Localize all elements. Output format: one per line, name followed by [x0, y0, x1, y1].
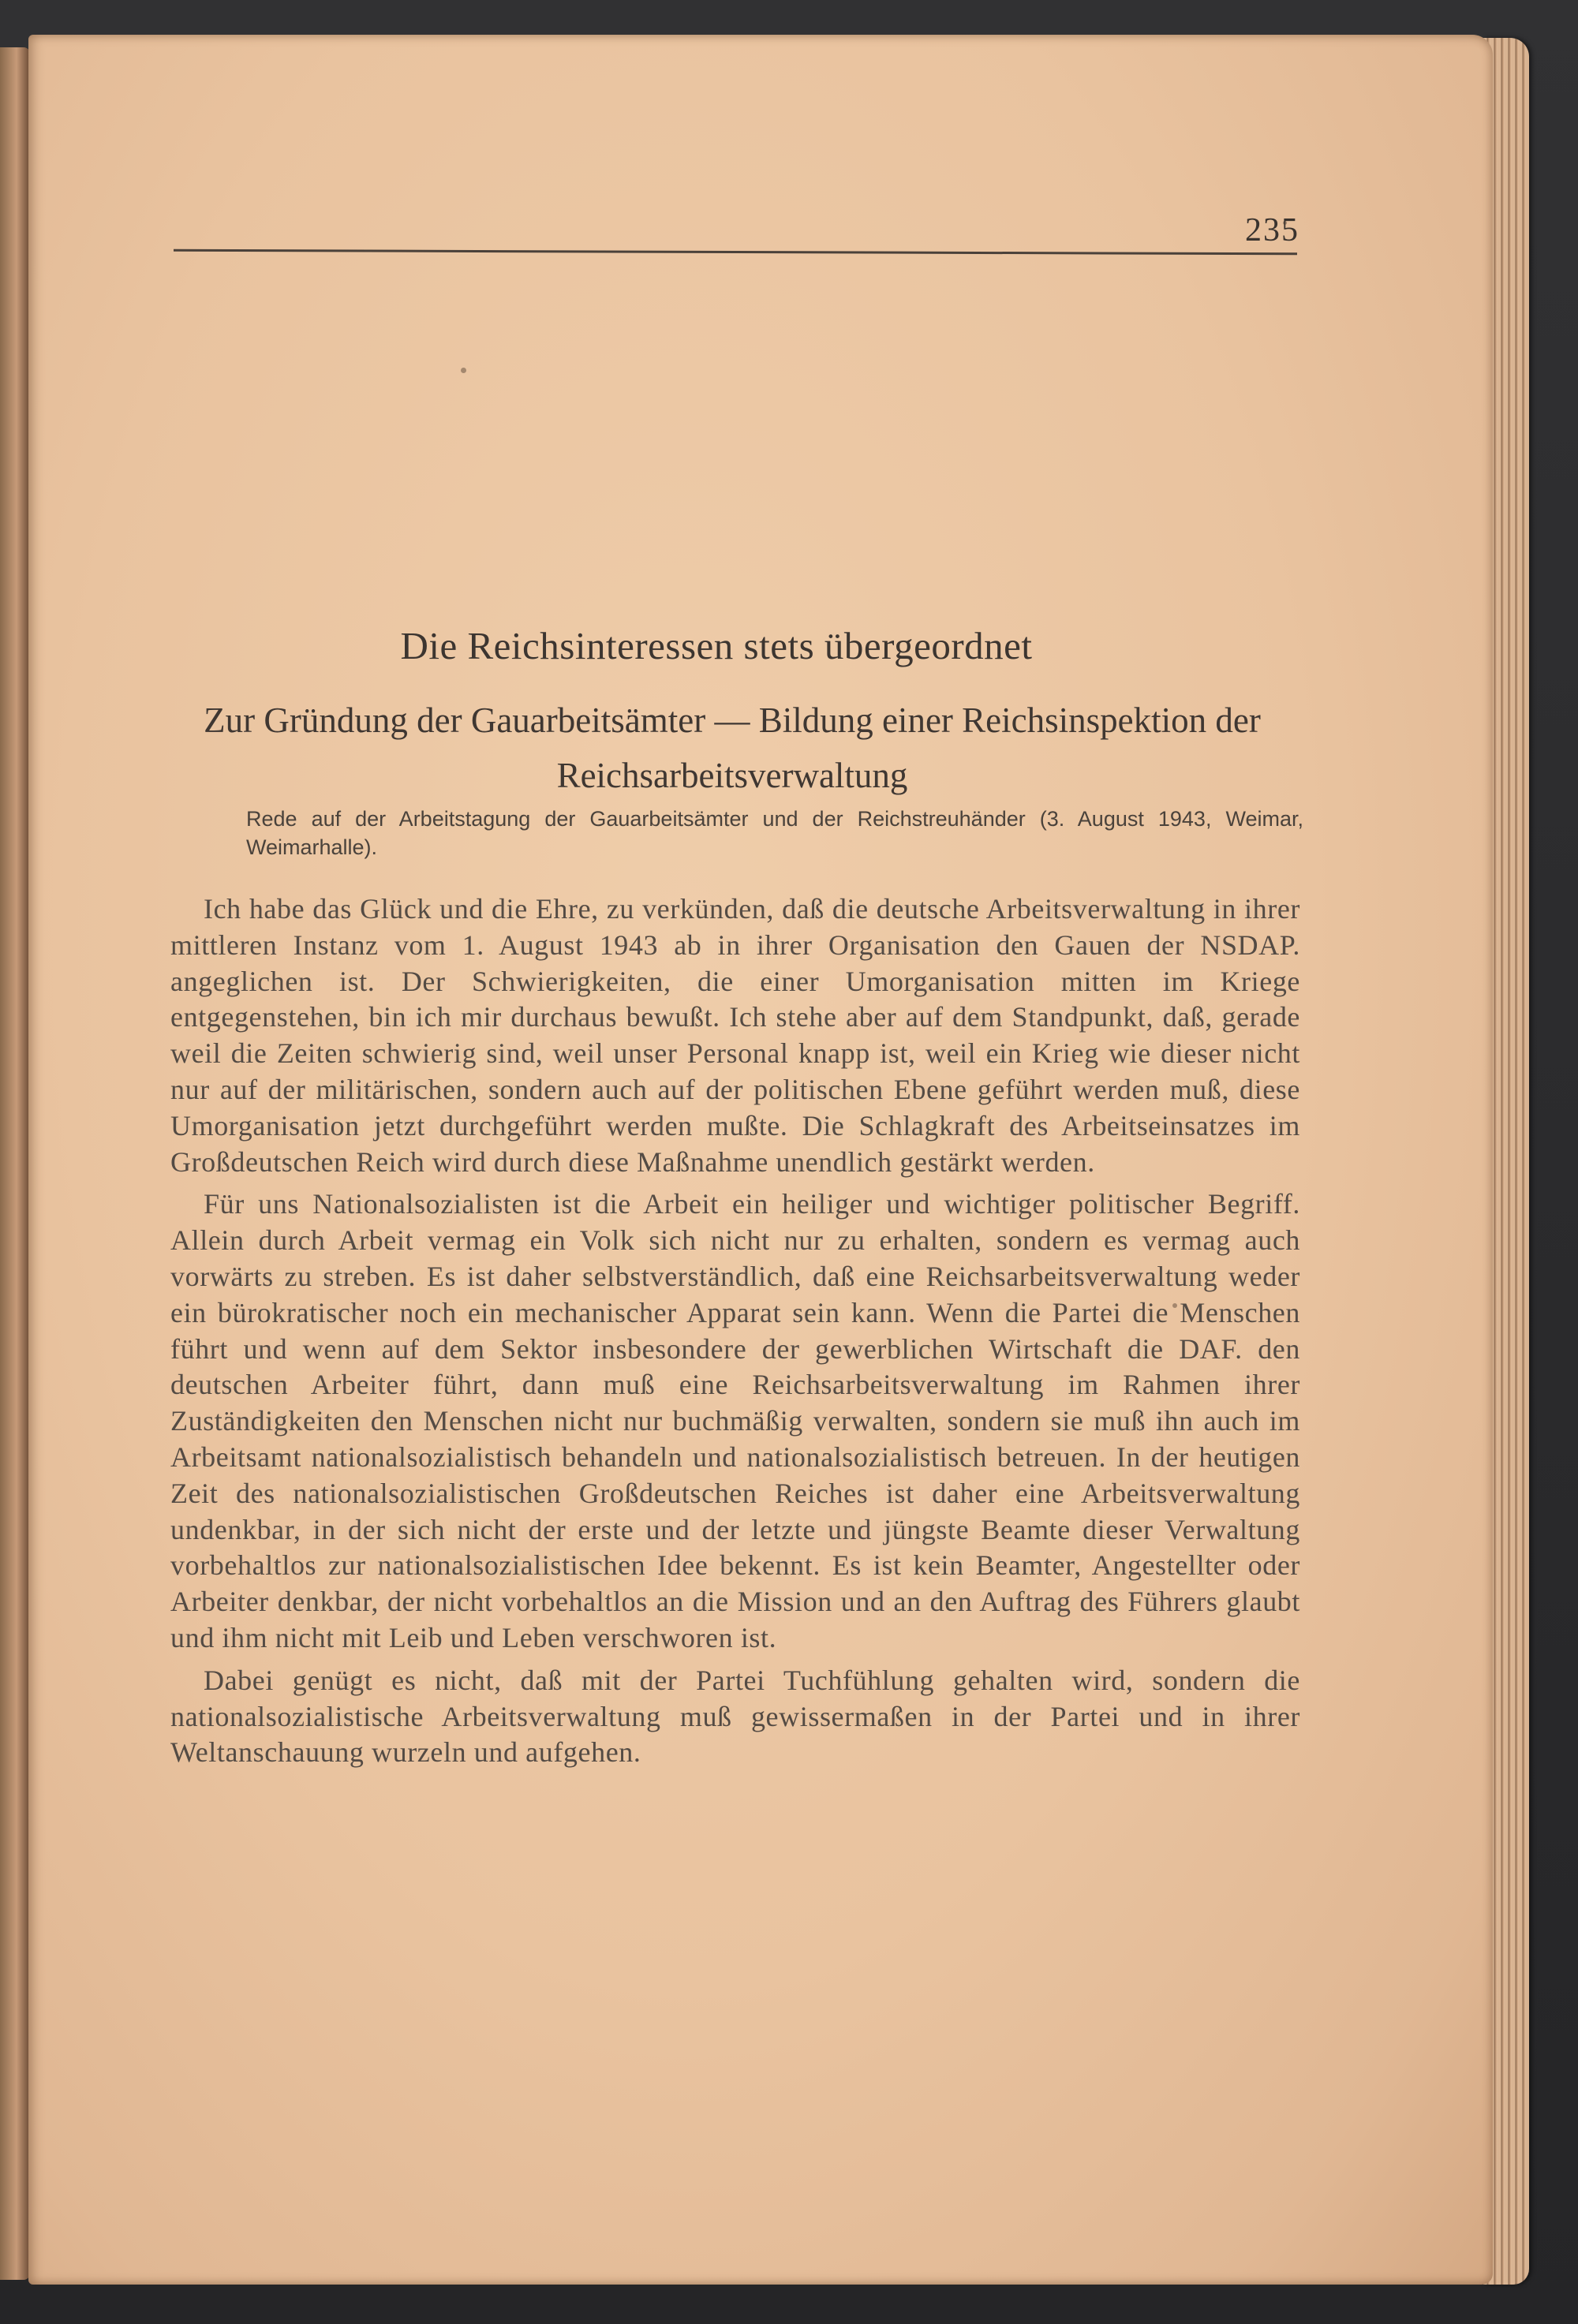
speech-source-note: Rede auf der Arbeitstagung der Gauarbeitsämter und der Reichstreuhänder (3. August 1943, Weimar, Weimarhalle).	[246, 807, 1303, 859]
facing-page-edge	[0, 47, 30, 2280]
paragraph: Für uns Nationalsozialisten ist die Arbeit ein heiliger und wichtiger politischer Begriff. Allein durch Arbeit vermag ein Volk sich nicht nur zu erhalten, sondern es vermag auch vorwärts zu streben. Es ist daher selbstverständlich, daß eine Reichsarbeitsverwaltung weder ein bürokratischer noch ein mechanischer Apparat sein kann. Wenn die Partei die Menschen führt und wenn auf dem Sektor insbesondere der gewerblichen Wirtschaft die DAF. den deutschen Arbeiter führt, dann muß eine Reichsarbeitsverwaltung im Rahmen ihrer Zuständigkeiten den Menschen nicht nur buchmäßig verwalten, sondern sie muß ihn auch im Arbeitsamt nationalsozialistisch behandeln und nationalsozialistisch betreuen. In der heutigen Zeit des nationalsozialistischen Großdeutschen Reiches ist daher eine Arbeitsverwaltung undenkbar, in der sich nicht der erste und der letzte und jüngste Beamte dieser Verwaltung vorbehaltlos zur nationalsozialistischen Idee bekennt. Es ist kein Beamter, Angestellter oder Arbeiter denkbar, der nicht vorbehaltlos an die Mission und an den Auftrag des Führers glaubt und ihm nicht mit Leib und Leben verschworen ist.	[170, 1188, 1300, 1653]
page-number: 235	[1245, 212, 1299, 248]
body-text	[170, 891, 1300, 1771]
chapter-title: Die Reichsinteressen stets übergeordnet	[400, 624, 1033, 667]
paragraph: Ich habe das Glück und die Ehre, zu verkünden, daß die deutsche Arbeitsverwaltung in ihrer mittleren Instanz vom 1. August 1943 ab in ihrer Organisation den Gauen der NSDAP. angeglichen ist. Der Schwierigkeiten, die einer Umorganisation mitten im Kriege entgegenstehen, bin ich mir durchaus bewußt. Ich stehe aber auf dem Standpunkt, daß, gerade weil die Zeiten schwierig sind, weil unser Personal knapp ist, weil ein Krieg wie dieser nicht nur auf der militärischen, sondern auch auf der politischen Ebene geführt werden muß, diese Umorganisation jetzt durchgeführt werden mußte. Die Schlagkraft des Arbeitseinsatzes im Großdeutschen Reich wird durch diese Maßnahme unendlich gestärkt werden.	[170, 893, 1300, 1178]
paper-speck	[461, 368, 466, 373]
chapter-subtitle: Zur Gründung der Gauarbeitsämter — Bildung einer Reichsinspektion der Reichsarbeitsverwaltung	[204, 701, 1261, 795]
paragraph: Dabei genügt es nicht, daß mit der Partei Tuchfühlung gehalten wird, sondern die nationalsozialistische Arbeitsverwaltung muß gewissermaßen in der Partei und in ihrer Weltanschauung wurzeln und aufgehen.	[170, 1664, 1300, 1769]
